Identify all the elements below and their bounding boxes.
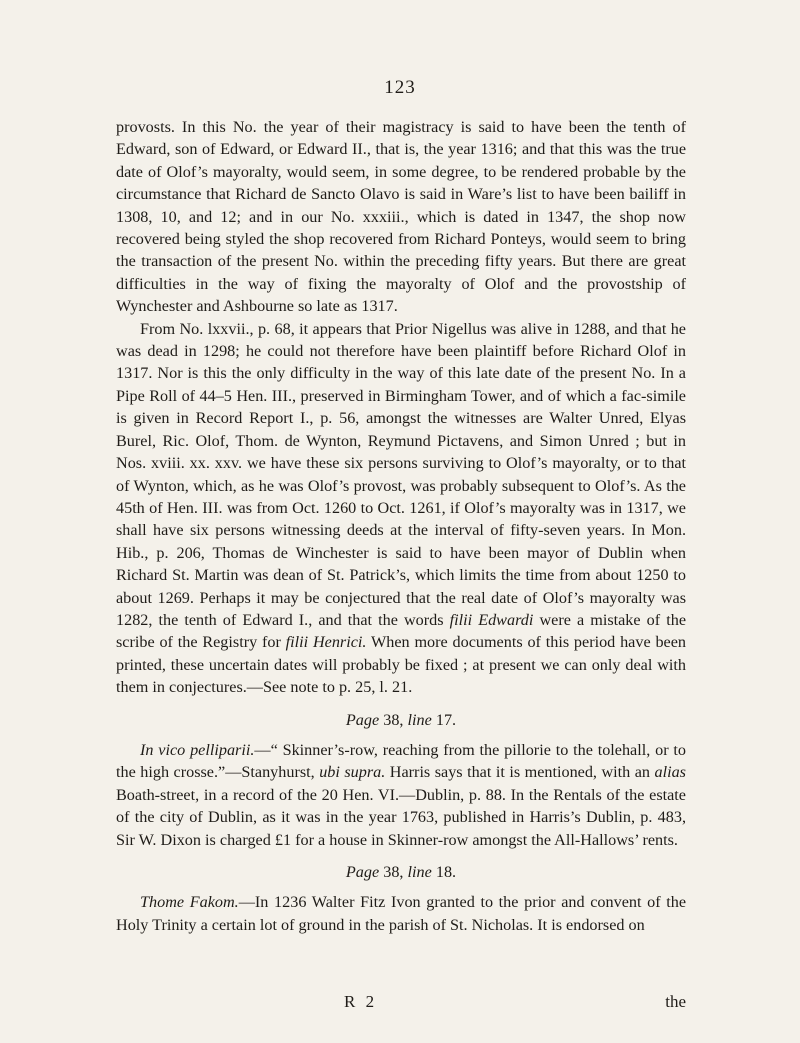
section-1-italic-b: alias (654, 763, 686, 782)
paragraph-2-part-1: From No. lxxvii., p. 68, it appears that Prior Nigellus was alive in 1288, and that he was dead in 1298; he could not therefore have been plaintiff before Richard Olof in 1317. Nor is this the only difficulty in the way of this late date of the present No. In a Pipe Roll of 44–5 Hen. III., preserved in Birmingham Tower, and of which a fac-simile is given in Record Report I., p. 56, amongst the witnesses are Walter Unred, Elyas Burel, Ric. Olof, Thom. de Wynton, Reymund Pictavens, and Simon Unred ; but in Nos. xviii. xx. xxv. we have these six persons surviving to Olof’s mayoralty, or to that of Wynton, which, as he was Olof’s provost, was probably subsequent to Olof’s. As the 45th of Hen. III. was from Oct. 1260 to Oct. 1261, if Olof’s mayoralty was in 1317, we shall have six persons witnessing deeds at the interval of fifty-seven years. In Mon. Hib., p. 206, Thomas de Winchester is said to have been mayor of Dublin when Richard St. Martin was dean of St. Patrick’s, which limits the time from about 1250 to about 1269. Perhaps it may be conjectured that the real date of Olof’s mayoralty was 1282, the tenth of Edward I., and that the words (116, 319, 686, 629)
section-1-text-a: —“ Skinner’s-row, reaching from the pillorie to the tolehall, or to the high crosse.”—Stanyhurst, (116, 740, 686, 782)
section-1-text (116, 739, 686, 851)
paragraph-2-part-3: When more documents of this period have been printed, these uncertain dates will probably be fixed ; at present we can only deal with them in conjectures.—See note to p. 25, l. 21. (116, 633, 687, 697)
section-2-heading-page: 38, (383, 863, 404, 881)
section-2-heading (116, 861, 686, 883)
signature-mark: R 2 (344, 992, 378, 1011)
paragraph-2 (116, 318, 686, 699)
paragraph-2-italic-2: filii Henrici. (285, 633, 367, 652)
paragraph-2-italic-1: filii Edwardi (449, 610, 534, 629)
section-1-heading-prefix: Page (345, 710, 380, 729)
section-1-heading-page: 38, (383, 710, 404, 729)
section-1-text-b: Harris says that it is mentioned, with an (385, 763, 655, 782)
body-text (116, 116, 686, 936)
section-1-heading (116, 709, 686, 731)
section-2-heading-line: 18. (435, 863, 457, 881)
section-1-heading-line-word: line (407, 710, 432, 729)
section-1-italic-a: ubi supra. (319, 763, 386, 782)
paragraph-1: provosts. In this No. the year of their magistracy is said to have been the tenth of Edward, son of Edward, or Edward II., that is, the year 1316; and that this was the true date of Olof’s mayoralty, would seem, in some degree, to be rendered probable by the circumstance that Richard de Sancto Olavo is said in Ware’s list to have been bailiff in 1308, 10, and 12; and in our No. xxxiii., which is dated in 1347, the shop now recovered being styled the shop recovered from Richard Ponteys, would seem to bring the transaction of the present No. within the preceding fifty years. But there are great difficulties in the way of fixing the mayoralty of Olof and the provostship of Wynchester and Ashbourne so late as 1317. (116, 118, 686, 316)
section-2-heading-line-word: line (407, 863, 432, 881)
section-2-lemma: Thome Fakom. (140, 893, 239, 912)
catchword: the (665, 992, 686, 1011)
paragraph-2-part-2: were a mistake of the scribe of the Registry for (116, 610, 686, 652)
section-2-text (116, 891, 686, 936)
section-1-text-c: Boath-street, in a record of the 20 Hen. VI.—Dublin, p. 88. In the Rentals of the estate of the city of Dublin, as it was in the year 1763, published in Harris’s Dublin, p. 483, Sir W. Dixon is charged £1 for a house in Skinner-row amongst the All-Hallows’ rents. (116, 785, 686, 849)
section-1-lemma: In vico pelliparii. (140, 740, 255, 759)
section-1-heading-line: 17. (435, 710, 457, 729)
page-number: 123 (384, 77, 416, 98)
section-2-text-a: —In 1236 Walter Fitz Ivon granted to the prior and convent of the Holy Trinity a certain lot of ground in the parish of St. Nicholas. It is endorsed on (116, 893, 687, 934)
section-2-heading-prefix: Page (345, 863, 380, 881)
